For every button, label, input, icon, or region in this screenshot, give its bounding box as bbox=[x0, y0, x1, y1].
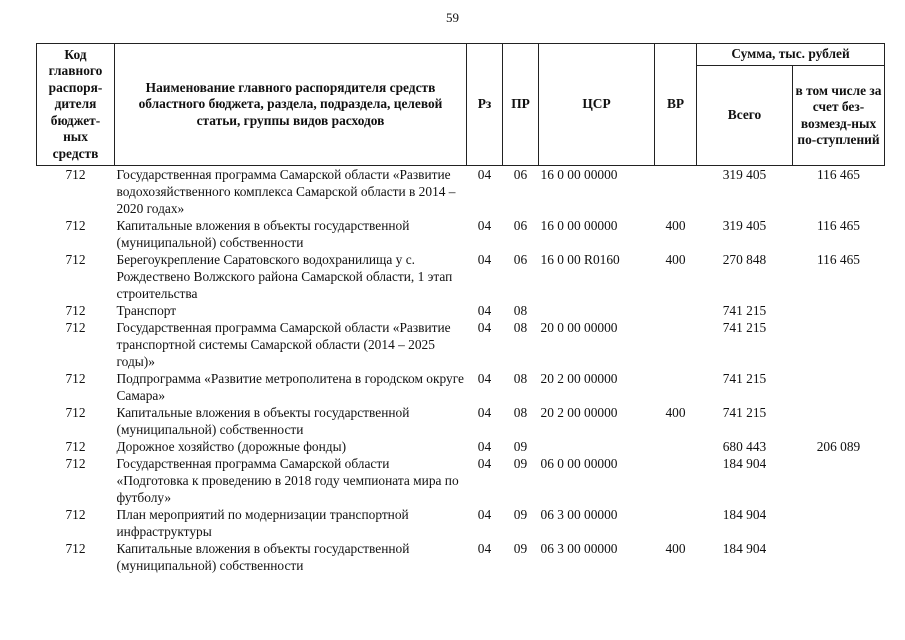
cell-extra: 206 089 bbox=[816, 439, 861, 454]
table-row bbox=[37, 540, 885, 574]
cell-rz: 04 bbox=[477, 252, 492, 267]
cell-name: Государственная программа Самарской области «Развитие транспортной системы Самарской области (2014 – 2025 годы)» bbox=[116, 320, 451, 369]
cell-code: 712 bbox=[65, 303, 86, 318]
cell-name: Капитальные вложения в объекты государственной (муниципальной) собственности bbox=[116, 218, 410, 250]
header-rz: Рз bbox=[467, 44, 503, 166]
cell-pr: 06 bbox=[513, 167, 528, 182]
cell-vr bbox=[655, 370, 697, 404]
table-row bbox=[37, 455, 885, 506]
cell-pr: 09 bbox=[513, 439, 528, 454]
cell-vr bbox=[655, 438, 697, 455]
cell-rz: 04 bbox=[477, 439, 492, 454]
cell-csr bbox=[539, 302, 655, 319]
cell-total: 270 848 bbox=[722, 252, 767, 267]
header-vr: ВР bbox=[655, 44, 697, 166]
cell-pr: 09 bbox=[513, 507, 528, 522]
cell-name: Капитальные вложения в объекты государственной (муниципальной) собственности bbox=[116, 541, 410, 573]
cell-code: 712 bbox=[65, 507, 86, 522]
cell-csr: 06 3 00 00000 bbox=[540, 507, 618, 522]
cell-extra bbox=[793, 370, 885, 404]
cell-total: 184 904 bbox=[722, 507, 767, 522]
table-row bbox=[37, 217, 885, 251]
cell-csr: 20 2 00 00000 bbox=[540, 405, 618, 420]
cell-rz: 04 bbox=[477, 456, 492, 471]
cell-total: 741 215 bbox=[722, 371, 767, 386]
table-row bbox=[37, 319, 885, 370]
cell-name: Государственная программа Самарской области «Подготовка к проведению в 2018 году чемпионата мира по футболу» bbox=[116, 456, 459, 505]
table-body bbox=[37, 166, 885, 575]
cell-total: 680 443 bbox=[722, 439, 767, 454]
cell-code: 712 bbox=[65, 405, 86, 420]
cell-vr: 400 bbox=[665, 252, 686, 267]
header-name: Наименование главного распорядителя средств областного бюджета, раздела, подраздела, целевой статьи, группы видов расходов bbox=[115, 44, 467, 166]
cell-rz: 04 bbox=[477, 167, 492, 182]
cell-rz: 04 bbox=[477, 507, 492, 522]
cell-name: Капитальные вложения в объекты государственной (муниципальной) собственности bbox=[116, 405, 410, 437]
cell-code: 712 bbox=[65, 371, 86, 386]
cell-pr: 08 bbox=[513, 303, 528, 318]
cell-csr: 06 0 00 00000 bbox=[540, 456, 618, 471]
header-total: Всего bbox=[697, 66, 793, 166]
cell-csr: 16 0 00 00000 bbox=[540, 218, 618, 233]
cell-total: 184 904 bbox=[722, 541, 767, 556]
table-header bbox=[37, 44, 885, 166]
cell-csr bbox=[539, 438, 655, 455]
cell-extra bbox=[793, 506, 885, 540]
header-code: Код главного распоря-дителя бюджет-ных средств bbox=[37, 44, 115, 166]
cell-pr: 06 bbox=[513, 218, 528, 233]
cell-pr: 08 bbox=[513, 320, 528, 335]
cell-vr bbox=[655, 455, 697, 506]
cell-rz: 04 bbox=[477, 320, 492, 335]
cell-name: Дорожное хозяйство (дорожные фонды) bbox=[116, 439, 347, 454]
cell-name: Государственная программа Самарской области «Развитие водохозяйственного комплекса Самарской области в 2014 – 2020 годах» bbox=[116, 167, 456, 216]
cell-pr: 08 bbox=[513, 371, 528, 386]
table-row bbox=[37, 506, 885, 540]
cell-code: 712 bbox=[65, 541, 86, 556]
cell-code: 712 bbox=[65, 439, 86, 454]
cell-rz: 04 bbox=[477, 371, 492, 386]
cell-csr: 20 0 00 00000 bbox=[540, 320, 618, 335]
cell-rz: 04 bbox=[477, 218, 492, 233]
cell-code: 712 bbox=[65, 320, 86, 335]
cell-total: 741 215 bbox=[722, 303, 767, 318]
page-number: 59 bbox=[446, 10, 459, 25]
table-row bbox=[37, 302, 885, 319]
cell-code: 712 bbox=[65, 167, 86, 182]
header-extra: в том числе за счет без-возмезд-ных по-ступлений bbox=[793, 66, 885, 166]
cell-name: Берегоукрепление Саратовского водохранилища у с. Рождествено Волжского района Самарской области, 1 этап строительства bbox=[116, 252, 453, 301]
cell-total: 319 405 bbox=[722, 167, 767, 182]
cell-extra bbox=[793, 540, 885, 574]
cell-extra bbox=[793, 455, 885, 506]
cell-extra: 116 465 bbox=[816, 167, 861, 182]
cell-rz: 04 bbox=[477, 405, 492, 420]
cell-vr: 400 bbox=[665, 405, 686, 420]
cell-vr bbox=[655, 302, 697, 319]
cell-pr: 09 bbox=[513, 456, 528, 471]
cell-extra: 116 465 bbox=[816, 252, 861, 267]
cell-csr: 16 0 00 00000 bbox=[540, 167, 618, 182]
cell-vr bbox=[655, 506, 697, 540]
cell-code: 712 bbox=[65, 252, 86, 267]
cell-pr: 08 bbox=[513, 405, 528, 420]
cell-name: Подпрограмма «Развитие метрополитена в городском округе Самара» bbox=[116, 371, 464, 403]
cell-csr: 20 2 00 00000 bbox=[540, 371, 618, 386]
cell-extra bbox=[793, 319, 885, 370]
cell-code: 712 bbox=[65, 218, 86, 233]
header-pr: ПР bbox=[503, 44, 539, 166]
cell-vr bbox=[655, 319, 697, 370]
budget-table bbox=[36, 43, 885, 574]
cell-rz: 04 bbox=[477, 541, 492, 556]
cell-total: 741 215 bbox=[722, 405, 767, 420]
table-row bbox=[37, 370, 885, 404]
table-row bbox=[37, 166, 885, 218]
table-row bbox=[37, 404, 885, 438]
table-row bbox=[37, 251, 885, 302]
cell-vr: 400 bbox=[665, 541, 686, 556]
cell-pr: 06 bbox=[513, 252, 528, 267]
table-row bbox=[37, 438, 885, 455]
cell-total: 319 405 bbox=[722, 218, 767, 233]
cell-extra: 116 465 bbox=[816, 218, 861, 233]
cell-rz: 04 bbox=[477, 303, 492, 318]
cell-total: 184 904 bbox=[722, 456, 767, 471]
cell-csr: 16 0 00 R0160 bbox=[540, 252, 620, 267]
cell-vr: 400 bbox=[665, 218, 686, 233]
cell-extra bbox=[793, 404, 885, 438]
cell-extra bbox=[793, 302, 885, 319]
header-csr: ЦСР bbox=[539, 44, 655, 166]
cell-vr bbox=[655, 166, 697, 218]
cell-name: Транспорт bbox=[116, 303, 177, 318]
cell-total: 741 215 bbox=[722, 320, 767, 335]
cell-name: План мероприятий по модернизации транспортной инфраструктуры bbox=[116, 507, 409, 539]
cell-csr: 06 3 00 00000 bbox=[540, 541, 618, 556]
cell-pr: 09 bbox=[513, 541, 528, 556]
cell-code: 712 bbox=[65, 456, 86, 471]
header-sum: Сумма, тыс. рублей bbox=[697, 44, 885, 66]
